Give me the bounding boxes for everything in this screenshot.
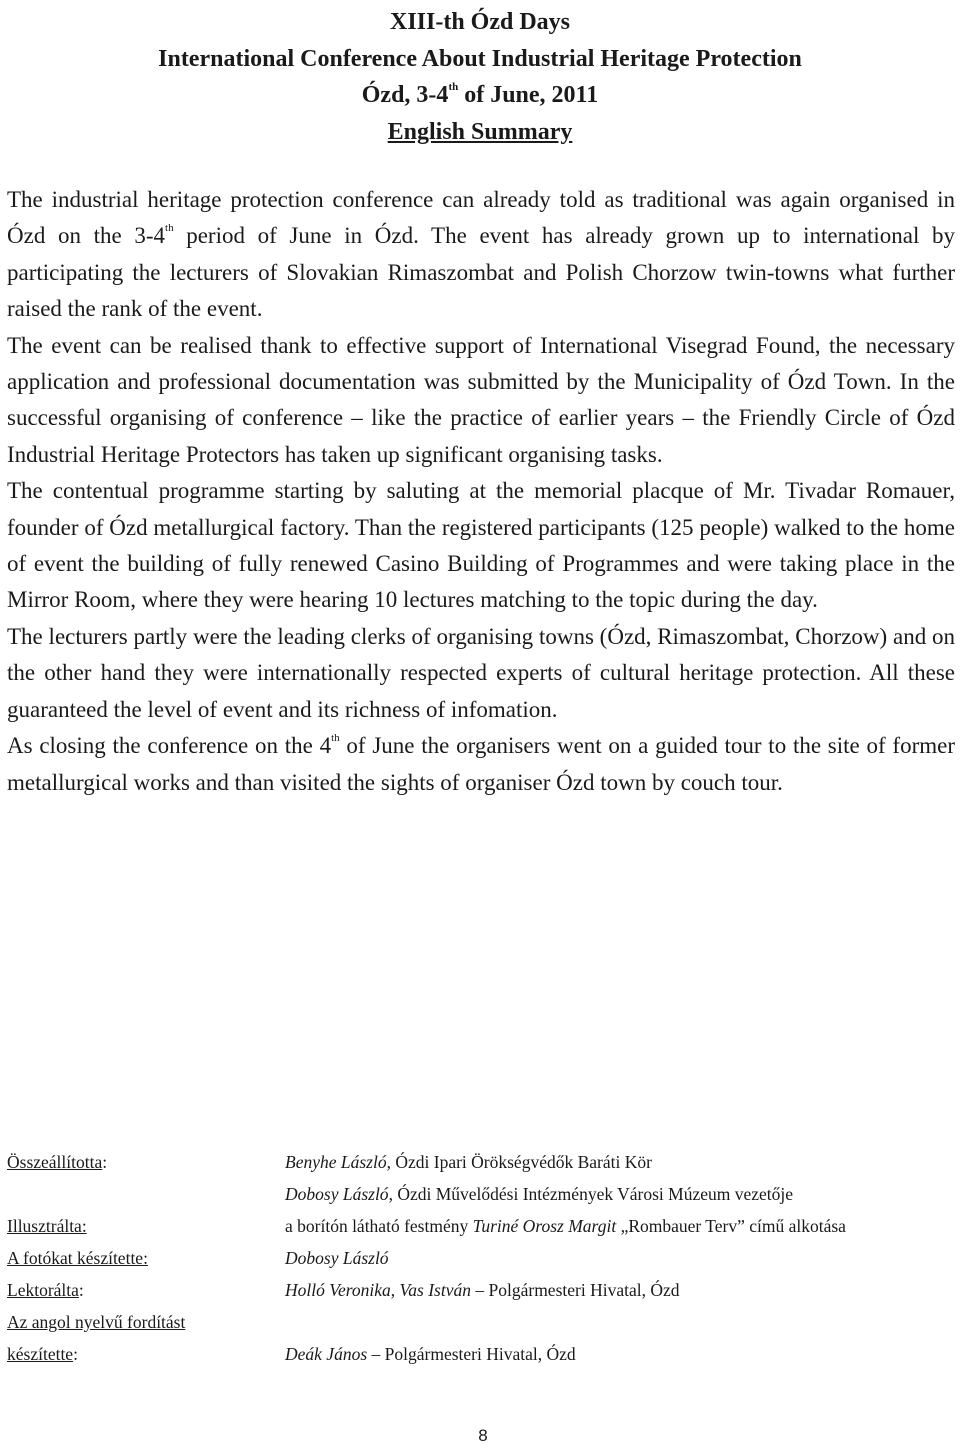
proofread-names: Holló Veronika, Vas István	[285, 1280, 471, 1300]
credits-section	[7, 1146, 955, 1370]
illustrated-suffix: „Rombauer Terv” című alkotása	[616, 1216, 846, 1236]
proofread-label-text: Lektorálta	[7, 1280, 79, 1300]
translation-name: Deák János	[285, 1344, 368, 1364]
summary-title	[0, 114, 960, 151]
credit-row-compiled	[7, 1146, 955, 1178]
translation-label-line-2: készítette	[7, 1344, 74, 1364]
credit-value-translation	[285, 1338, 576, 1370]
credit-row-photos	[7, 1242, 955, 1274]
summary-title-text: English Summary	[387, 118, 573, 145]
photos-name: Dobosy László	[285, 1248, 389, 1268]
proofread-label-colon: :	[78, 1280, 84, 1300]
event-title: XIII-th Ózd Days	[389, 9, 571, 35]
conference-date	[0, 77, 960, 114]
credit-row-translation-2	[7, 1338, 955, 1370]
credit-row-proofread	[7, 1274, 955, 1306]
page-number: 8	[478, 1426, 488, 1445]
paragraph-1	[7, 182, 955, 328]
photos-label-text: A fotókat készítette:	[7, 1248, 148, 1268]
date-prefix: Ózd, 3-4	[361, 82, 449, 108]
paragraph-4: The lecturers partly were the leading clerks of organising towns (Ózd, Rimaszombat, Chorzow) and on the other hand they were internationally respected experts of cultural heritage protection. All these guaranteed the level of event and its richness of infomation.	[7, 623, 955, 722]
paragraph-5-part-a: As closing the conference on the 4	[7, 733, 332, 759]
paragraph-5-superscript: th	[331, 732, 340, 745]
paragraph-2: The event can be realised thank to effective support of International Visegrad Found, the necessary application and professional documentation was submitted by the Municipality of Ózd Town. In the successful organising of conference – like the practice of earlier years – the Friendly Circle of Ózd Industrial Heritage Protectors has taken up significant organising tasks.	[7, 332, 955, 467]
credit-label-photos	[7, 1242, 148, 1274]
translation-suffix: – Polgármesteri Hivatal, Ózd	[367, 1344, 576, 1364]
conference-title: International Conference About Industrial Heritage Protection	[158, 45, 802, 72]
credit-label-illustrated	[7, 1210, 87, 1242]
compiled-label-colon: :	[102, 1152, 108, 1172]
credit-label-proofread	[7, 1274, 84, 1306]
compiled-org-2: , Ózdi Művelődési Intézmények Városi Múzeum vezetője	[388, 1184, 794, 1204]
paragraph-1-part-b: period of June in Ózd. The event has already grown up to international by participating the lecturers of Slovakian Rimaszombat and Polish Chorzow twin-towns what further raised the rank of the event.	[7, 223, 955, 322]
illustrated-name: Turiné Orosz Margit	[472, 1216, 617, 1236]
paragraph-1-part-a: The industrial heritage protection conference can already told as traditional was again organised in Ózd on the 3-4	[7, 187, 955, 249]
document-header	[0, 4, 960, 150]
translation-label-line-1: Az angol nyelvű fordítást	[7, 1312, 186, 1332]
credit-value-illustrated	[285, 1210, 846, 1242]
credit-value-compiled-1	[285, 1146, 652, 1178]
summary-body	[7, 182, 955, 801]
illustrated-label-text: Illusztrálta:	[7, 1216, 87, 1236]
compiled-org-1: , Ózdi Ipari Örökségvédők Baráti Kör	[386, 1152, 652, 1172]
credit-row-compiled-2	[7, 1178, 955, 1210]
credit-row-illustrated	[7, 1210, 955, 1242]
credit-row-translation-1	[7, 1306, 955, 1338]
paragraph-3: The contentual programme starting by saluting at the memorial placque of Mr. Tivadar Romauer, founder of Ózd metallurgical factory. Than the registered participants (125 people) walked to the home of event the building of fully renewed Casino Building of Programmes and were taking place in the Mirror Room, where they were hearing 10 lectures matching to the topic during the day.	[7, 478, 955, 613]
date-superscript: th	[448, 81, 459, 93]
compiled-name-2: Dobosy László	[285, 1184, 389, 1204]
credit-label-translation-1	[7, 1306, 185, 1338]
illustrated-prefix: a borítón látható festmény	[285, 1216, 473, 1236]
compiled-name-1: Benyhe László	[285, 1152, 387, 1172]
credit-label-compiled	[7, 1146, 107, 1178]
credit-value-photos	[285, 1242, 389, 1274]
compiled-label-text: Összeállította	[7, 1152, 103, 1172]
paragraph-1-superscript: th	[165, 222, 174, 235]
paragraph-5-part-b: of June the organisers went on a guided tour to the site of former metallurgical works and than visited the sights of organiser Ózd town by couch tour.	[7, 733, 955, 795]
credit-label-translation-2	[7, 1338, 78, 1370]
paragraph-5	[7, 728, 955, 801]
date-suffix: of June, 2011	[458, 82, 599, 108]
credit-value-compiled-2	[285, 1178, 793, 1210]
translation-label-colon: :	[73, 1344, 78, 1364]
credit-value-proofread	[285, 1274, 680, 1306]
proofread-suffix: – Polgármesteri Hivatal, Ózd	[471, 1280, 680, 1300]
